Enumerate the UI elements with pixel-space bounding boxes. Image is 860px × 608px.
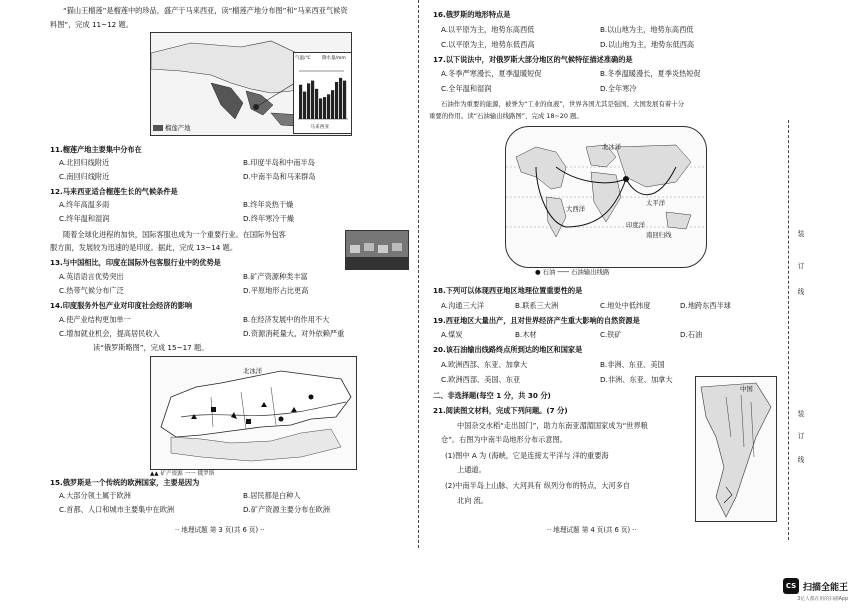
q21-part1-a: (1)图中 A 为 (海峡，它是连接太平洋与 洋的重要海 bbox=[445, 451, 609, 460]
climate-bar bbox=[331, 90, 334, 119]
chart-place-label: 马来西亚 bbox=[310, 125, 330, 130]
binding-mark-zhuang: 装 bbox=[796, 230, 804, 239]
indochina-map bbox=[695, 376, 777, 522]
oil-route-map bbox=[505, 126, 707, 268]
option-15c[interactable]: C.首都、人口和城市主要集中在欧洲 bbox=[59, 505, 175, 514]
climate-bar bbox=[315, 89, 318, 119]
question-19: 19.西亚地区大量出产，且对世界经济产生重大影响的自然资源是 bbox=[433, 316, 640, 325]
binding-mark-ding: 订 bbox=[796, 262, 804, 271]
q21-part2-a: (2)中南半岛上山脉、大河具有 纵列分布的特点，大河多自 bbox=[445, 481, 630, 490]
oil-map-ocean-arctic: 北冰洋 bbox=[602, 143, 622, 151]
question-12: 12.马来西亚适合榴莲生长的气候条件是 bbox=[50, 187, 178, 196]
option-12d[interactable]: D.终年寒冷干燥 bbox=[243, 214, 294, 223]
q21-part1-b: 上通道。 bbox=[457, 465, 486, 474]
climate-bar bbox=[307, 83, 310, 119]
oil-map-legend: ● 石油 ─── 石油输出线路 bbox=[535, 268, 610, 276]
oil-map-tropic: 南回归线 bbox=[646, 231, 672, 239]
right-page bbox=[425, 0, 775, 560]
malaysia-climate-chart bbox=[293, 52, 352, 134]
call-center-photo bbox=[345, 230, 409, 270]
question-18: 18.下列可以体现西亚地区地理位置重要性的是 bbox=[433, 286, 583, 295]
binding-mark-xian-2: 线 bbox=[796, 456, 804, 465]
option-11b[interactable]: B.印度半岛和中南半岛 bbox=[243, 158, 315, 167]
cs-logo-icon: CS bbox=[783, 578, 799, 594]
climate-bar bbox=[343, 81, 346, 119]
oil-map-ocean-pacific: 太平洋 bbox=[646, 199, 666, 207]
chart-y-label-temp: 气温/℃ bbox=[295, 56, 311, 61]
q21-text-2: 仓”。右图为中南半岛地形分布示意图。 bbox=[441, 435, 567, 444]
option-11a[interactable]: A.北回归线附近 bbox=[59, 158, 110, 167]
question-17: 17.以下说法中，对俄罗斯大部分地区的气候特征描述准确的是 bbox=[433, 55, 633, 64]
option-20c[interactable]: C.欧洲西部、美国、东亚 bbox=[441, 375, 521, 384]
durian-map-legend: 榴莲产地 bbox=[165, 124, 191, 132]
question-11: 11.榴莲产地主要集中分布在 bbox=[50, 145, 142, 154]
option-12a[interactable]: A.终年高温多雨 bbox=[59, 200, 110, 209]
option-14c[interactable]: C.增加就业机会，提高居民收入 bbox=[59, 329, 160, 338]
option-17b[interactable]: B.冬季温暖漫长，夏季炎热短促 bbox=[600, 69, 701, 78]
climate-bar bbox=[335, 82, 338, 119]
option-16c[interactable]: C.以平原为主，地势东低西高 bbox=[441, 40, 535, 49]
chart-y-label-precip: 降水量/mm bbox=[322, 56, 346, 61]
binding-line bbox=[788, 120, 789, 540]
option-20a[interactable]: A.欧洲西部、东亚、加拿大 bbox=[441, 360, 528, 369]
option-20d[interactable]: D.非洲、东亚、加拿大 bbox=[600, 375, 673, 384]
question-20: 20.该石油输出线路终点所到达的地区和国家是 bbox=[433, 345, 583, 354]
oil-map-ocean-atlantic: 大西洋 bbox=[566, 205, 586, 213]
left-page-footer: ·· 地理试题 第 3 页(共 6 页) ·· bbox=[175, 526, 265, 534]
intro-durian-1: “猫山王榴莲”是榴莲中的珍品，盛产于马来西亚，读“榴莲产地分布图”和“马来西亚气候资 bbox=[63, 6, 348, 15]
option-18d[interactable]: D.地跨东西半球 bbox=[680, 301, 731, 310]
climate-bar bbox=[339, 78, 342, 119]
option-13d[interactable]: D.平原地形占比更高 bbox=[243, 286, 309, 295]
option-17d[interactable]: D.全年寒冷 bbox=[600, 84, 637, 93]
scanner-app-slogan: 3亿人都在用的扫描App bbox=[797, 597, 848, 602]
intro-india-1: 随着全球化进程的加快，国际客服也成为一个重要行业。在国际外包客 bbox=[63, 230, 286, 239]
option-13a[interactable]: A.英语语言优势突出 bbox=[59, 272, 124, 281]
option-15d[interactable]: D.矿产资源主要分布在欧洲 bbox=[243, 505, 330, 514]
scanner-logo bbox=[783, 578, 848, 602]
inset-country-label: 中国 bbox=[740, 385, 753, 393]
scanner-app-name: 扫描全能王 bbox=[802, 582, 848, 593]
oil-map-ocean-indian: 印度洋 bbox=[626, 221, 646, 229]
option-17c[interactable]: C.全年温和湿润 bbox=[441, 84, 492, 93]
option-11d[interactable]: D.中南半岛和马来群岛 bbox=[243, 172, 316, 181]
intro-russia: 读“俄罗斯略图”，完成 15~17 题。 bbox=[93, 343, 209, 352]
question-15: 15.俄罗斯是一个传统的欧洲国家，主要是因为 bbox=[50, 478, 200, 487]
russia-ocean-label: 北冰洋 bbox=[243, 367, 263, 375]
option-20b[interactable]: B.非洲、东亚、美国 bbox=[600, 360, 665, 369]
climate-bar bbox=[303, 92, 306, 119]
question-14: 14.印度服务外包产业对印度社会经济的影响 bbox=[50, 301, 193, 310]
option-14b[interactable]: B.在经济发展中的作用不大 bbox=[243, 315, 330, 324]
left-page bbox=[45, 0, 413, 560]
binding-mark-zhuang-2: 装 bbox=[796, 410, 804, 419]
question-21: 21.阅读图文材料，完成下列问题。(7 分) bbox=[433, 406, 568, 415]
option-19c[interactable]: C.铁矿 bbox=[600, 330, 622, 339]
intro-oil-1: 石油作为重要的能源，被誉为“工业的血液”，世界各国尤其是强国、大国发展有着十分 bbox=[441, 100, 685, 108]
option-19d[interactable]: D.石油 bbox=[680, 330, 703, 339]
option-19b[interactable]: B.木材 bbox=[515, 330, 537, 339]
option-12b[interactable]: B.终年炎热干燥 bbox=[243, 200, 294, 209]
option-18c[interactable]: C.地处中低纬度 bbox=[600, 301, 651, 310]
option-13c[interactable]: C.热带气候分布广泛 bbox=[59, 286, 124, 295]
binding-mark-ding-2: 订 bbox=[796, 432, 804, 441]
russia-map bbox=[150, 356, 357, 470]
intro-india-2: 服方面，发展较为迅速的是印度。据此，完成 13~14 题。 bbox=[50, 243, 238, 252]
option-13b[interactable]: B.矿产资源种类丰富 bbox=[243, 272, 308, 281]
question-13: 13.与中国相比，印度在国际外包客服行业中的优势是 bbox=[50, 258, 221, 267]
climate-bar bbox=[327, 94, 330, 119]
binding-mark-xian: 线 bbox=[796, 288, 804, 297]
option-12c[interactable]: C.终年温和湿润 bbox=[59, 214, 110, 223]
climate-bar bbox=[323, 97, 326, 119]
option-18a[interactable]: A.沟通三大洋 bbox=[441, 301, 485, 310]
right-page-footer: ·· 地理试题 第 4 页(共 6 页) ·· bbox=[547, 526, 637, 534]
option-16b[interactable]: B.以山地为主，地势东高西低 bbox=[600, 25, 694, 34]
option-15a[interactable]: A.大部分领土属于欧洲 bbox=[59, 491, 131, 500]
climate-bar bbox=[311, 81, 314, 119]
option-16a[interactable]: A.以平原为主，地势东高西低 bbox=[441, 25, 535, 34]
intro-oil-2: 重要的作用。读“石油输出线路图”，完成 18~20 题。 bbox=[429, 112, 583, 120]
climate-bar bbox=[319, 98, 322, 119]
option-16d[interactable]: D.以山地为主，地势东低西高 bbox=[600, 40, 695, 49]
option-19a[interactable]: A.煤炭 bbox=[441, 330, 463, 339]
option-14a[interactable]: A.使产业结构更加单一 bbox=[59, 315, 131, 324]
intro-durian-2: 料图”，完成 11~12 题。 bbox=[50, 20, 133, 29]
option-18b[interactable]: B.联系三大洲 bbox=[515, 301, 559, 310]
option-11c[interactable]: C.南回归线附近 bbox=[59, 172, 110, 181]
question-16: 16.俄罗斯的地形特点是 bbox=[433, 10, 511, 19]
russia-map-legend: ▲▲ 矿产资源 一一 俄罗斯 bbox=[150, 471, 215, 477]
climate-bar bbox=[299, 85, 302, 119]
option-15b[interactable]: B.居民都是白种人 bbox=[243, 491, 301, 500]
page-divider bbox=[418, 0, 419, 548]
option-14d[interactable]: D.资源消耗量大，对外依赖严重 bbox=[243, 329, 345, 338]
section-two-heading: 二、非选择题(每空 1 分，共 30 分) bbox=[433, 391, 551, 400]
climate-bars bbox=[294, 61, 351, 131]
q21-text-1: 中国杂交水稻“走出国门”，助力东南亚湄湄国家成为“世界粮 bbox=[457, 421, 648, 430]
option-17a[interactable]: A.冬季严寒漫长，夏季温暖短促 bbox=[441, 69, 542, 78]
q21-part2-b: 北向 流。 bbox=[457, 496, 489, 505]
